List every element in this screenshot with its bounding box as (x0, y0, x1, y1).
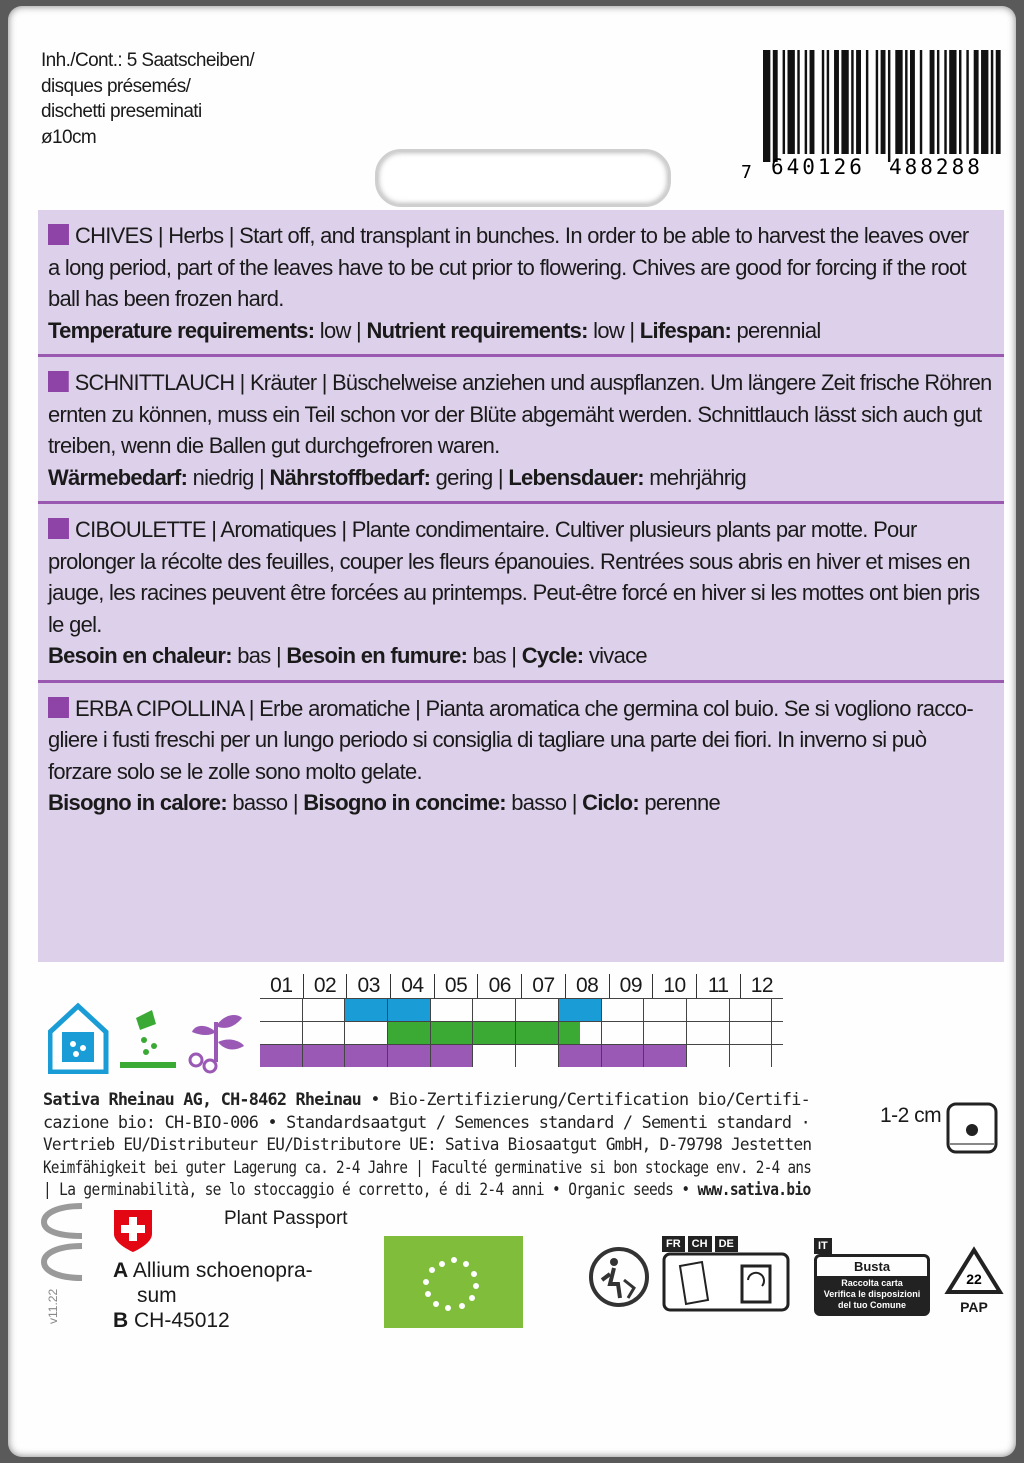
calendar-cell (260, 999, 303, 1021)
lang-fr: FR (662, 1236, 685, 1252)
calendar-cell (388, 1045, 431, 1067)
section-text-line (48, 399, 992, 431)
barcode-bar (856, 50, 861, 154)
eu-star (425, 1291, 431, 1297)
line-text: CHIVES | Herbs | Start off, and transplant in bunches. In order to be able to harvest the leaves over (74, 223, 969, 248)
barcode (741, 50, 1003, 180)
lang-ch: CH (688, 1236, 712, 1252)
calendar-months (260, 974, 783, 998)
section (38, 693, 1004, 819)
eu-star (445, 1305, 451, 1311)
harvest-icon (190, 1015, 244, 1072)
passport-b-label: B (113, 1309, 129, 1332)
requirement-value: bas | (231, 643, 287, 668)
raccolta-line-1: Raccolta carta (841, 1278, 903, 1288)
calendar-cell (516, 999, 559, 1021)
footer-line (43, 1088, 813, 1111)
section-text-line (48, 220, 992, 252)
barcode-bar (881, 50, 886, 154)
barcode-bar (905, 50, 907, 154)
barcode-bar (805, 50, 807, 154)
contents-info (41, 48, 254, 150)
section (38, 367, 1004, 493)
calendar-cell (559, 1022, 602, 1044)
requirement-value: low | (587, 317, 640, 343)
requirement-label: Temperature requirements: (48, 317, 315, 343)
line-text: forzare solo se le zolle sono molto gelate. (48, 758, 422, 784)
calendar-cell (516, 1022, 559, 1044)
calendar-cell (559, 999, 602, 1021)
line-text: a long period, part of the leaves have to be cut prior to flowering. Chives are good for forcing if the root (48, 254, 966, 280)
barcode-bar (763, 50, 770, 162)
calendar-cell (431, 999, 474, 1021)
calendar-month: 12 (750, 974, 774, 997)
contents-line: dischetti preseminati (41, 101, 202, 122)
calendar-month: 03 (347, 974, 391, 998)
eu-star (439, 1261, 445, 1267)
section-text-line (48, 283, 992, 315)
pap-label: PAP (960, 1299, 988, 1315)
requirement-value: basso | (505, 790, 583, 815)
barcode-bar (937, 50, 939, 154)
passport-a-value: Allium schoenopra- (132, 1259, 313, 1282)
version-label: v11.22 (46, 1288, 60, 1324)
line-text: jauge, les racines peuvent être forcées au printemps. Peut-être forcé en hiver si les mottes ont bien pris (48, 580, 980, 605)
line-text: SCHNITTLAUCH | Kräuter | Büschelweise anziehen und auspflanzen. Um längere Zeit frische Röhren (74, 370, 992, 395)
requirement-value: bas | (467, 643, 522, 668)
footer-text: • Bio-Zertifizierung/Certification bio/Certifi- (361, 1089, 810, 1109)
calendar-cell (644, 1022, 687, 1044)
calendar-row (260, 998, 783, 1021)
greenhouse-icon (50, 1006, 106, 1072)
calendar-cell (730, 1022, 773, 1044)
barcode-bar (834, 50, 839, 154)
eu-star (451, 1257, 457, 1263)
calendar-cell (260, 1022, 303, 1044)
sorting-info-box (662, 1236, 792, 1314)
lang-de: DE (715, 1236, 738, 1252)
barcode-bar (930, 50, 935, 154)
barcode-bar (827, 50, 829, 154)
calendar-cell (303, 999, 346, 1021)
footer-text: cazione bio: CH-BIO-006 • Standardsaatgut / Semences standard / Sementi standard · (43, 1111, 810, 1132)
calendar-cell (473, 999, 516, 1021)
section-divider (38, 501, 1004, 504)
sowing-depth-value: 1-2 cm (880, 1104, 942, 1127)
calendar-cell (687, 1045, 730, 1067)
section-text-line (48, 577, 992, 609)
calendar-cell (644, 1045, 687, 1067)
barcode-graphic (741, 50, 1003, 180)
barcode-bar (981, 50, 988, 154)
requirement-label: Besoin en chaleur: (48, 643, 232, 668)
seed-packet-back (8, 6, 1016, 1457)
barcode-bar (991, 50, 993, 154)
bullet-square (48, 224, 69, 245)
requirement-label: Nutrient requirements: (366, 317, 588, 343)
line-text: CIBOULETTE | Aromatiques | Plante condimentaire. Cultiver plusieurs plants par motte. Pour (74, 517, 917, 542)
hanger-hole (375, 149, 671, 207)
passport-b-value: CH-45012 (134, 1309, 230, 1332)
requirement-value: perennial (731, 317, 821, 343)
section-text-line (48, 367, 992, 399)
footer-text: | La germinabilità, se lo stoccaggio é corretto, é di 2-4 anni • Organic seeds • (43, 1179, 698, 1199)
bullet-square (48, 697, 69, 718)
footer-text: Keimfähigkeit bei guter Lagerung ca. 2-4 Jahre | Faculté germinative si bon stockage env. 2-4 ans (43, 1156, 812, 1177)
requirements-line (48, 787, 992, 819)
calendar-cell (345, 1045, 388, 1067)
calendar-month: 06 (478, 974, 522, 998)
calendar-cell (260, 1045, 303, 1067)
requirement-label: Ciclo: (582, 790, 639, 815)
calendar-cell (559, 1045, 602, 1067)
plant-passport-title: Plant Passport (224, 1208, 348, 1229)
requirements-line (48, 462, 992, 494)
calendar-cell (473, 1045, 516, 1067)
barcode-bar (895, 50, 902, 154)
sowing-depth (880, 1104, 941, 1128)
footer-line (43, 1111, 813, 1134)
requirement-label: Cycle: (521, 643, 584, 668)
busta-label: Busta (853, 1259, 891, 1274)
ce-mark-icon (36, 1200, 88, 1286)
calendar-cell (602, 1045, 645, 1067)
section-text-line (48, 514, 992, 546)
calendar-cell (602, 999, 645, 1021)
footer-text: Vertrieb EU/Distributeur EU/Distributore UE: Sativa Biosaatgut GmbH, D-79798 Jestetten (43, 1134, 812, 1154)
requirement-value: gering | (430, 464, 509, 490)
eu-star (433, 1301, 439, 1307)
section (38, 514, 1004, 672)
requirement-value: niedrig | (187, 464, 270, 490)
eu-star (473, 1283, 479, 1289)
raccolta-line-2: Verifica le disposizioni (823, 1289, 921, 1299)
description-panel (38, 210, 1004, 962)
requirement-label: Besoin en fumure: (286, 643, 468, 668)
calendar-cell (516, 1045, 559, 1067)
footer-info (43, 1088, 813, 1201)
contents-line: ø10cm (41, 126, 97, 148)
italy-recycling-box (814, 1236, 930, 1316)
barcode-bar (797, 50, 799, 154)
requirement-label: Bisogno in calore: (48, 790, 227, 815)
calendar-cell (687, 1022, 730, 1044)
calendar-cell (388, 1022, 431, 1044)
recycle-triangle-icon (944, 1246, 1004, 1298)
calendar-cell (687, 999, 730, 1021)
calendar-month: 10 (653, 974, 697, 998)
section-text-line (48, 609, 992, 641)
line-text: prolonger la récolte des feuilles, couper les fleurs épanouies. Rentrées sous abris en hiver et mises en (48, 548, 970, 574)
section (38, 220, 1004, 346)
section-text-line (48, 693, 992, 725)
calendar-cell (730, 1045, 773, 1067)
footer-company: Sativa Rheinau AG, CH-8462 Rheinau (43, 1089, 362, 1109)
sowing-outdoor-icon (120, 1010, 176, 1068)
calendar-month: 05 (435, 974, 479, 998)
barcode-bar (841, 50, 848, 154)
requirement-label: Nährstoffbedarf: (269, 464, 431, 490)
section-text-line (48, 756, 992, 788)
calendar-month: 04 (391, 974, 435, 998)
section-text-line (48, 724, 992, 756)
plant-passport (113, 1258, 313, 1333)
requirement-label: Lifespan: (639, 317, 732, 343)
calendar-cell (644, 999, 687, 1021)
requirements-line (48, 640, 992, 672)
requirement-value: low | (314, 317, 367, 343)
requirement-label: Wärmebedarf: (48, 464, 188, 490)
eu-star (423, 1279, 429, 1285)
requirements-line (48, 315, 992, 347)
barcode-bar (974, 50, 979, 154)
bullet-square (48, 518, 69, 539)
requirement-value: mehrjährig (643, 464, 747, 490)
barcode-bar (773, 50, 778, 162)
calendar-cell (388, 999, 431, 1021)
line-text: treiben, wenn die Ballen gut durchgefroren waren. (48, 433, 500, 458)
footer-line (43, 1133, 812, 1156)
pap-recycling-mark (942, 1246, 1006, 1318)
recycle-person-icon (588, 1244, 650, 1310)
calendar-month: 01 (260, 974, 304, 998)
pap-number: 22 (966, 1271, 982, 1287)
barcode-bar (944, 50, 946, 154)
requirement-value: perenne (638, 790, 721, 815)
section-text-line (48, 546, 992, 578)
barcode-bar (910, 50, 915, 154)
barcode-bar (966, 50, 968, 154)
sowing-calendar (260, 974, 783, 1067)
calendar-cell (345, 999, 388, 1021)
passport-a-label: A (113, 1259, 129, 1282)
line-text: ERBA CIPOLLINA | Erbe aromatiche | Pianta aromatica che germina col buio. Se si vogliono racco- (74, 695, 974, 721)
barcode-bar (866, 50, 868, 154)
calendar-month: 02 (304, 974, 348, 998)
barcode-bar (949, 50, 956, 154)
sowing-icons (48, 1002, 258, 1079)
barcode-bar (888, 50, 890, 162)
barcode-bar (851, 50, 853, 154)
calendar-month: 07 (522, 974, 566, 998)
contents-line: disques présemés/ (41, 75, 191, 97)
requirement-label: Bisogno in concime: (303, 790, 506, 815)
barcode-bar (876, 50, 878, 154)
calendar-rows (260, 998, 783, 1067)
barcode-right-group: 488288 (889, 155, 983, 179)
calendar-cell (303, 1022, 346, 1044)
eu-star (471, 1271, 477, 1277)
calendar-cell (473, 1022, 516, 1044)
barcode-bar (996, 50, 1001, 154)
section-text-line (48, 430, 992, 462)
eu-star (459, 1303, 465, 1309)
section-divider (38, 354, 1004, 357)
lang-it: IT (814, 1238, 832, 1254)
footer-line (43, 1156, 812, 1179)
eu-organic-logo (384, 1236, 523, 1328)
passport-a-value-2: sum (137, 1284, 177, 1307)
barcode-bar (810, 50, 815, 154)
bin-icons (662, 1252, 792, 1314)
calendar-cell (730, 999, 773, 1021)
line-text: ernten zu können, muss ein Teil schon vor der Blüte abgemäht werden. Schnittlauch lässt sich auch gut (48, 401, 982, 427)
calendar-cell (602, 1022, 645, 1044)
calendar-cell (345, 1022, 388, 1044)
barcode-left-group: 640126 (771, 155, 865, 179)
bullet-square (48, 371, 69, 392)
barcode-first-digit: 7 (741, 162, 752, 180)
website-link[interactable]: www.sativa.bio (697, 1179, 811, 1199)
calendar-cell (431, 1045, 474, 1067)
section-divider (38, 680, 1004, 683)
eu-star (429, 1267, 435, 1273)
eu-star (463, 1261, 469, 1267)
barcode-bar (920, 50, 922, 154)
calendar-cell (431, 1022, 474, 1044)
requirement-label: Lebensdauer: (508, 464, 644, 490)
line-text: le gel. (48, 611, 102, 637)
calendar-cell (303, 1045, 346, 1067)
line-text: gliere i fusti freschi per un lungo periodo si consiglia di tagliare una parte dei fiori. In inverno si può (48, 727, 927, 752)
calendar-row (260, 1044, 783, 1067)
contents-line: Inh./Cont.: 5 Saatscheiben/ (41, 50, 255, 71)
requirement-value: basso | (226, 790, 304, 815)
line-text: ball has been frozen hard. (48, 286, 284, 311)
section-text-line (48, 252, 992, 284)
sowing-depth-icon (946, 1102, 998, 1154)
barcode-bar (959, 50, 961, 154)
swiss-flag-icon (112, 1208, 154, 1254)
barcode-bar (783, 50, 785, 154)
barcode-bar (822, 50, 824, 154)
raccolta-line-3: del tuo Comune (838, 1300, 906, 1310)
calendar-month: 11 (697, 974, 741, 998)
eu-leaf-icon (384, 1236, 523, 1328)
calendar-month: 09 (610, 974, 654, 998)
footer-line (43, 1178, 811, 1201)
requirement-value: vivace (583, 643, 647, 668)
calendar-row (260, 1021, 783, 1044)
barcode-bar (788, 50, 795, 154)
calendar-month: 08 (566, 974, 610, 998)
eu-star (469, 1295, 475, 1301)
